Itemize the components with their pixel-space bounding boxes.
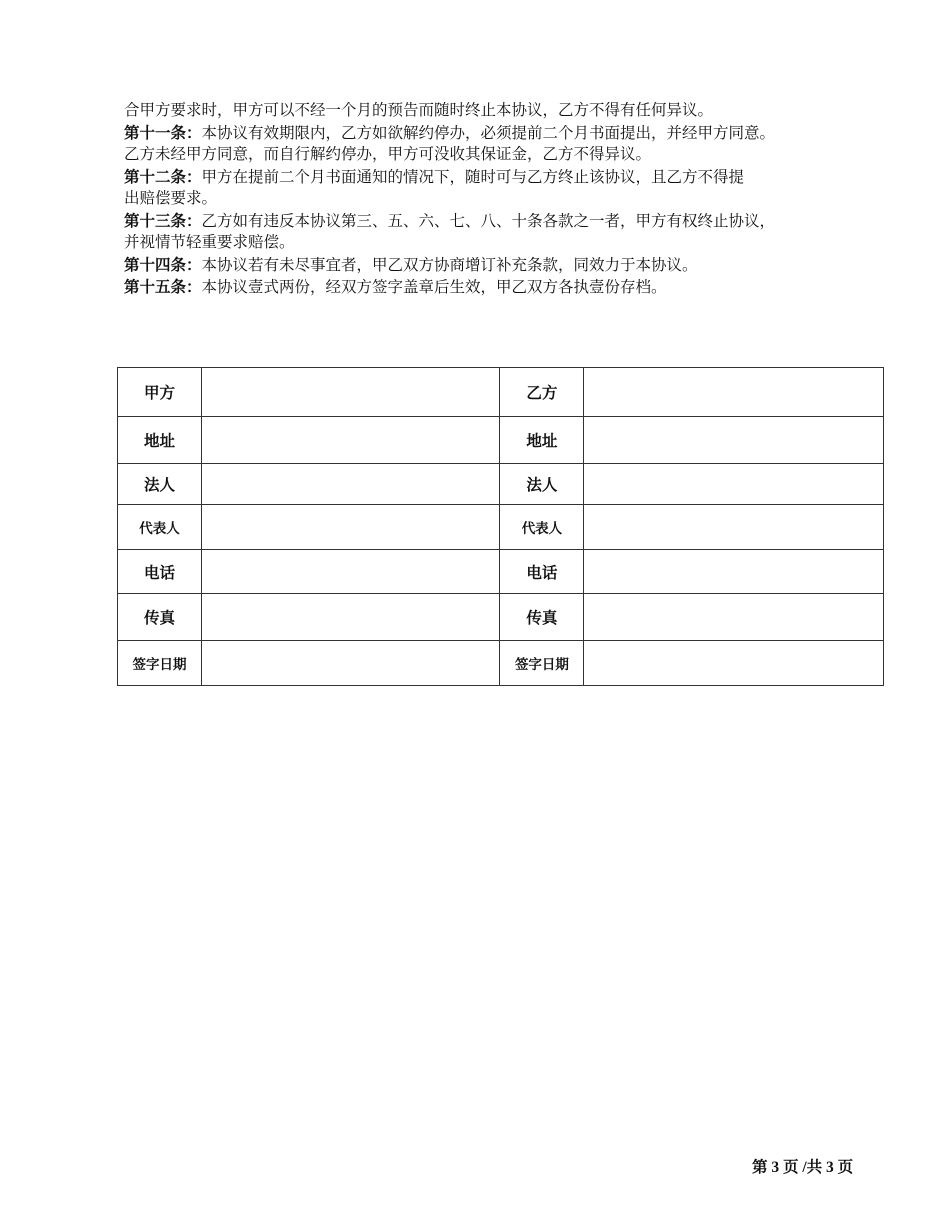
- party-a-field[interactable]: [201, 368, 500, 417]
- clause-text: 本协议有效期限内，乙方如欲解约停办，必须提前二个月书面提出，并经甲方同意。: [201, 123, 776, 142]
- clause-15: [124, 276, 884, 299]
- address-label: 地址: [118, 417, 202, 464]
- party-a-fax-field[interactable]: [201, 594, 500, 641]
- clause-text: 本协议壹式两份，经双方签字盖章后生效，甲乙双方各执壹份存档。: [201, 278, 667, 296]
- representative-label: 代表人: [118, 505, 202, 550]
- party-a-signing-date-field[interactable]: [201, 641, 500, 686]
- party-b-legal-person-field[interactable]: [584, 464, 884, 505]
- clause-11: [124, 122, 884, 166]
- party-a-address-field[interactable]: [201, 417, 500, 464]
- clause-text: 并视情节轻重要求赔偿。: [124, 233, 295, 251]
- party-b-address-field[interactable]: [584, 417, 884, 464]
- phone-label: 电话: [118, 550, 202, 594]
- party-b-signing-date-field[interactable]: [584, 641, 884, 686]
- table-row: [118, 550, 884, 594]
- phone-label: 电话: [500, 550, 584, 594]
- signature-table: [117, 367, 884, 686]
- party-b-phone-field[interactable]: [584, 550, 884, 594]
- representative-label: 代表人: [500, 505, 584, 550]
- clause-text: 出赔偿要求。: [124, 189, 218, 207]
- clause-12: [124, 166, 884, 210]
- clause-continuation: [124, 100, 884, 122]
- party-b-field[interactable]: [584, 368, 884, 417]
- agreement-clauses: [124, 100, 884, 299]
- party-a-label: 甲方: [118, 368, 202, 417]
- clause-text: 本协议若有未尽事宜者，甲乙双方协商增订补充条款，同效力于本协议。: [201, 255, 698, 274]
- clause-heading: 第十二条：: [124, 166, 202, 186]
- clause-text: 乙方如有违反本协议第三、五、六、七、八、十条各款之一者，甲方有权终止协议，: [201, 211, 776, 230]
- table-row: [118, 417, 884, 464]
- clause-14: [124, 254, 884, 277]
- fax-label: 传真: [500, 594, 584, 641]
- party-a-legal-person-field[interactable]: [201, 464, 500, 505]
- clause-13: [124, 210, 884, 254]
- clause-text: 乙方未经甲方同意，而自行解约停办，甲方可没收其保证金，乙方不得异议。: [124, 145, 652, 163]
- table-row: [118, 368, 884, 417]
- party-a-phone-field[interactable]: [201, 550, 500, 594]
- table-row: [118, 505, 884, 550]
- party-a-representative-field[interactable]: [201, 505, 500, 550]
- page-indicator: 第 3 页 /共 3 页: [752, 1159, 854, 1176]
- clause-text: 甲方在提前二个月书面通知的情况下，随时可与乙方终止该协议，且乙方不得提: [201, 167, 745, 186]
- clause-text: 合甲方要求时，甲方可以不经一个月的预告而随时终止本协议，乙方不得有任何异议。: [124, 101, 714, 119]
- table-row: [118, 641, 884, 686]
- party-b-label: 乙方: [500, 368, 584, 417]
- fax-label: 传真: [118, 594, 202, 641]
- clause-heading: 第十五条：: [124, 277, 202, 296]
- table-row: [118, 464, 884, 505]
- address-label: 地址: [500, 417, 584, 464]
- clause-heading: 第十三条：: [124, 210, 202, 230]
- party-b-fax-field[interactable]: [584, 594, 884, 641]
- clause-heading: 第十一条：: [124, 122, 202, 142]
- legal-person-label: 法人: [118, 464, 202, 505]
- legal-person-label: 法人: [500, 464, 584, 505]
- party-b-representative-field[interactable]: [584, 505, 884, 550]
- signing-date-label: 签字日期: [118, 641, 202, 686]
- table-row: [118, 594, 884, 641]
- clause-heading: 第十四条：: [124, 254, 202, 274]
- signing-date-label: 签字日期: [500, 641, 584, 686]
